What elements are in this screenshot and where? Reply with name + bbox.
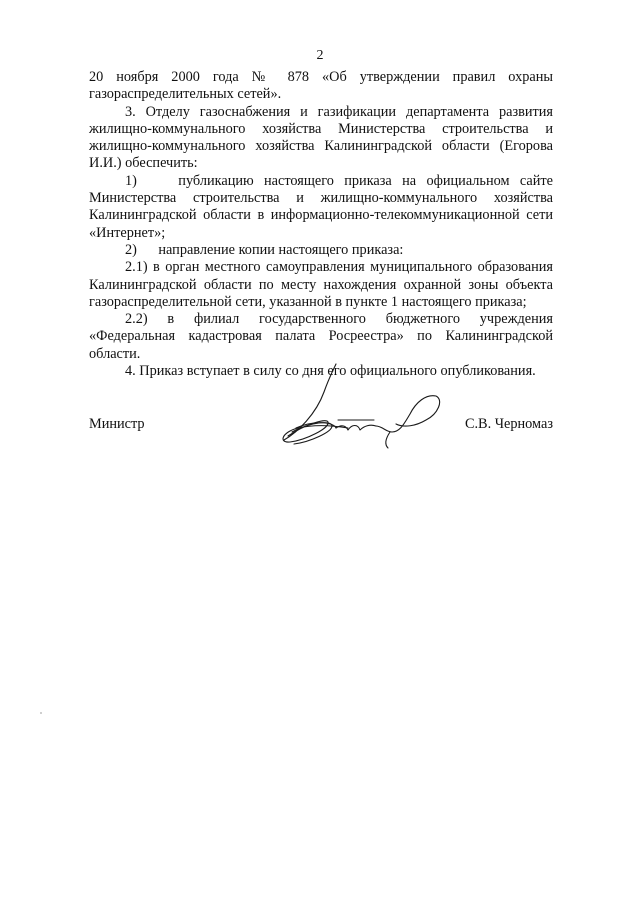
paragraph-subitem-2: 2) направление копии настоящего приказа: bbox=[125, 241, 404, 258]
paragraph-subitem-1: 1) публикацию настоящего приказа на официальном сайте Министерства строительства и жилищно-коммунального хозяйства Калининградской области в информационно-телекоммуникационной сети «Интернет»; bbox=[89, 172, 553, 241]
scan-speck bbox=[40, 712, 42, 714]
paragraph-subitem-2-1: 2.1) в орган местного самоуправления муниципального образования Калининградской области по месту нахождения охранной зоны объекта газораспределительной сети, указанной в пункте 1 настоящего приказа; bbox=[89, 259, 553, 310]
signatory-title: Министр bbox=[89, 416, 145, 432]
paragraph-item-4: 4. Приказ вступает в силу со дня его официального опубликования. bbox=[125, 363, 536, 380]
document-body bbox=[89, 69, 553, 380]
handwritten-signature bbox=[276, 362, 446, 452]
signatory-name: С.В. Черномаз bbox=[464, 416, 553, 432]
page-number: 2 bbox=[316, 48, 324, 63]
paragraph-continuation: 20 ноября 2000 года № 878 «Об утверждении правил охраны газораспределительных сетей». bbox=[89, 69, 553, 103]
paragraph-subitem-2-2: 2.2) в филиал государственного бюджетного учреждения «Федеральная кадастровая палата Росреестра» по Калининградской области. bbox=[89, 311, 553, 362]
paragraph-item-3: 3. Отделу газоснабжения и газификации департамента развития жилищно-коммунального хозяйства Министерства строительства и жилищно-коммунального хозяйства Калининградской области (Егорова И.И.) обеспечить: bbox=[89, 103, 553, 172]
